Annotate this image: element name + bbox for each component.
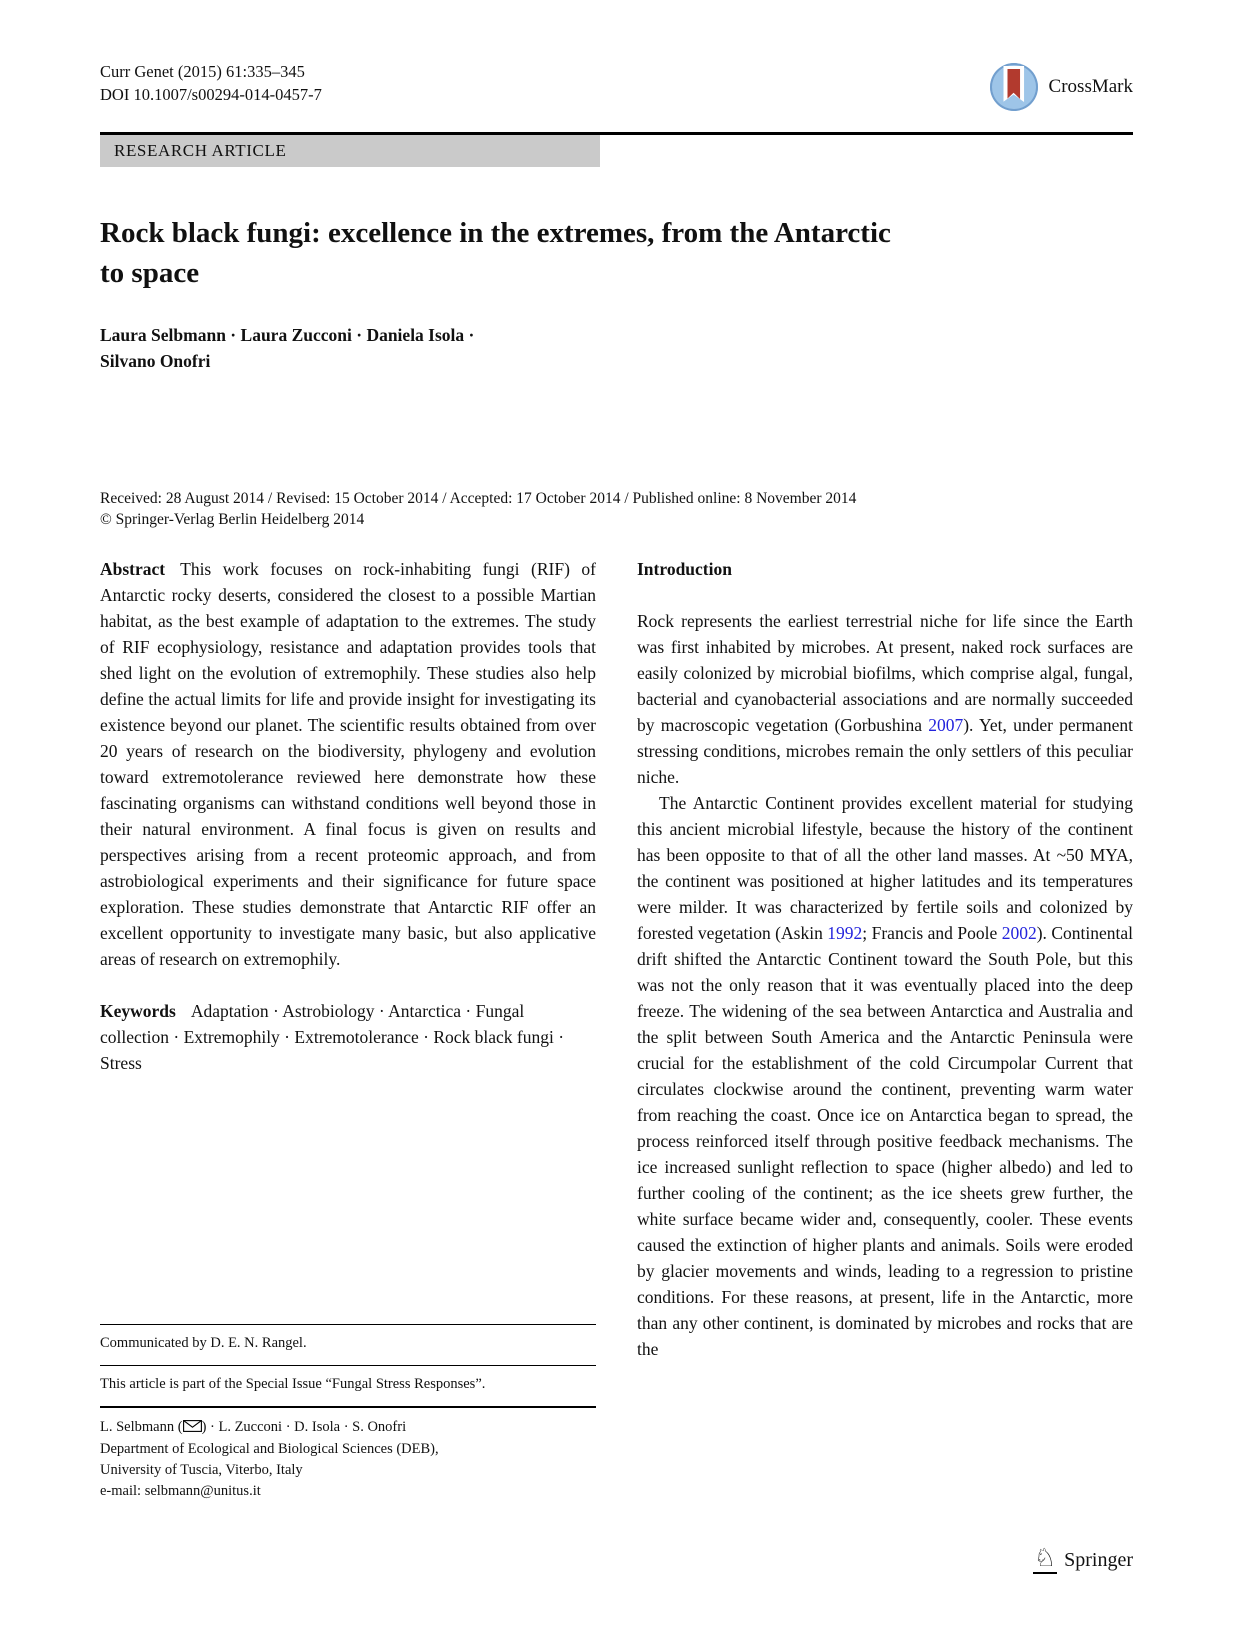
affiliation-line-2: University of Tuscia, Viterbo, Italy	[100, 1462, 303, 1478]
page-content	[100, 0, 1133, 1648]
crossmark-label: CrossMark	[1048, 76, 1133, 97]
left-column	[100, 556, 596, 1502]
crossmark-badge[interactable]	[990, 63, 1133, 111]
correspondence-block	[100, 1408, 596, 1502]
springer-horse-icon: ♘	[1033, 1545, 1057, 1572]
authors-line-1: Laura Selbmann · Laura Zucconi · Daniela Isola ·	[100, 325, 475, 345]
right-column	[637, 556, 1133, 1502]
springer-logo	[1033, 1546, 1133, 1574]
affiliation-line-1: Department of Ecological and Biological Sciences (DEB),	[100, 1441, 439, 1457]
copyright-line: © Springer-Verlag Berlin Heidelberg 2014	[100, 511, 365, 528]
author-list	[100, 322, 1133, 374]
title-line-1: Rock black fungi: excellence in the extremes, from the Antarctic	[100, 217, 891, 249]
history-dates: Received: 28 August 2014 / Revised: 15 October 2014 / Accepted: 17 October 2014 / Published online: 8 November 2014	[100, 490, 857, 507]
abstract-label: Abstract	[100, 559, 166, 579]
article-type-banner: RESEARCH ARTICLE	[100, 135, 600, 167]
journal-reference: Curr Genet (2015) 61:335–345	[100, 62, 305, 81]
authors-line-2: Silvano Onofri	[100, 351, 211, 371]
springer-logo-text: Springer	[1064, 1548, 1133, 1571]
introduction-paragraph-1: Rock represents the earliest terrestrial niche for life since the Earth was first inhabited by microbes. At present, naked rock surfaces are easily colonized by microbial biofilms, which comprise algal, fungal, bacterial and cyanobacterial associations and are normally succeeded by macroscopic vegetation (Gorbushina 2007). Yet, under permanent stressing conditions, microbes remain the only settlers of this peculiar niche.	[637, 611, 1133, 787]
keywords-label: Keywords	[100, 1001, 176, 1021]
special-issue-note: This article is part of the Special Issue “Fungal Stress Responses”.	[100, 1376, 486, 1392]
keywords-text: Adaptation · Astrobiology · Antarctica · Fungal collection · Extremophily · Extremotolerance · Rock black fungi · Stress	[100, 1001, 565, 1073]
journal-citation-block	[100, 60, 322, 106]
page-header	[100, 0, 1133, 111]
envelope-icon	[183, 1418, 202, 1439]
citation-link-francis-poole-2002[interactable]: 2002	[1001, 923, 1037, 943]
abstract-paragraph	[100, 556, 596, 972]
crossmark-ribbon-icon	[990, 63, 1038, 111]
doi: DOI 10.1007/s00294-014-0457-7	[100, 85, 322, 104]
citation-link-askin-1992[interactable]: 1992	[827, 923, 863, 943]
communicated-by-note: Communicated by D. E. N. Rangel.	[100, 1335, 307, 1351]
correspondence-line: L. Selbmann ( ) · L. Zucconi · D. Isola · S. Onofri	[100, 1417, 596, 1439]
introduction-paragraph-2: The Antarctic Continent provides excellent material for studying this ancient microbial lifestyle, because the history of the continent has been opposite to that of all the other land masses. At ~50 MYA, the continent was positioned at higher latitudes and its temperatures were milder. It was characterized by fertile soils and colonized by forested vegetation (Askin 1992; Francis and Poole 2002). Continental drift shifted the Antarctic Continent toward the South Pole, but this was not the only reason that it was eventually placed into the deep freeze. The widening of the sea between Antarctica and Australia and the split between South America and the Antarctic Peninsula were crucial for the establishment of the cold Circumpolar Current that circulates clockwise around the continent, preventing warm water from reaching the coast. Once ice on Antarctica began to spread, the process reinforced itself through positive feedback mechanisms. The ice increased sunlight reflection to space (higher albedo) and led to further cooling of the continent; as the ice sheets grew further, the white surface became wider and, consequently, cooler. These events caused the extinction of higher plants and animals. Soils were eroded by glacier movements and winds, leading to a regression to pristine conditions. For these reasons, at present, life in the Antarctic, more than any other continent, is dominated by microbes and rocks that are the	[637, 793, 1134, 1359]
introduction-heading: Introduction	[637, 559, 732, 579]
abstract-text: This work focuses on rock-inhabiting fungi (RIF) of Antarctic rocky deserts, considered the closest to a possible Martian habitat, as the best example of adaptation to the extremes. The study of RIF ecophysiology, resistance and adaptation provides tools that shed light on the evolution of extremophily. These studies also help define the actual limits for life and provide insight for investigating its existence beyond our planet. The scientific results obtained from over 20 years of research on the biodiversity, phylogeny and evolution toward extremotolerance reviewed here demonstrate how these fascinating organisms can withstand conditions well beyond those in their natural environment. A final focus is given on results and perspectives arising from a recent proteomic approach, and from astrobiological experiments and their significance for future space exploration. These studies demonstrate that Antarctic RIF offer an excellent opportunity to investigate many basic, but also applicative areas of research on extremophily.	[100, 559, 596, 969]
publication-history	[100, 488, 1133, 530]
keywords-paragraph	[100, 998, 596, 1076]
two-column-body	[100, 556, 1133, 1502]
page-title	[100, 213, 1133, 293]
title-line-2: to space	[100, 257, 200, 289]
footnote-block	[100, 1324, 596, 1502]
citation-link-gorbushina-2007[interactable]: 2007	[928, 715, 964, 735]
email-line: e-mail: selbmann@unitus.it	[100, 1483, 261, 1499]
